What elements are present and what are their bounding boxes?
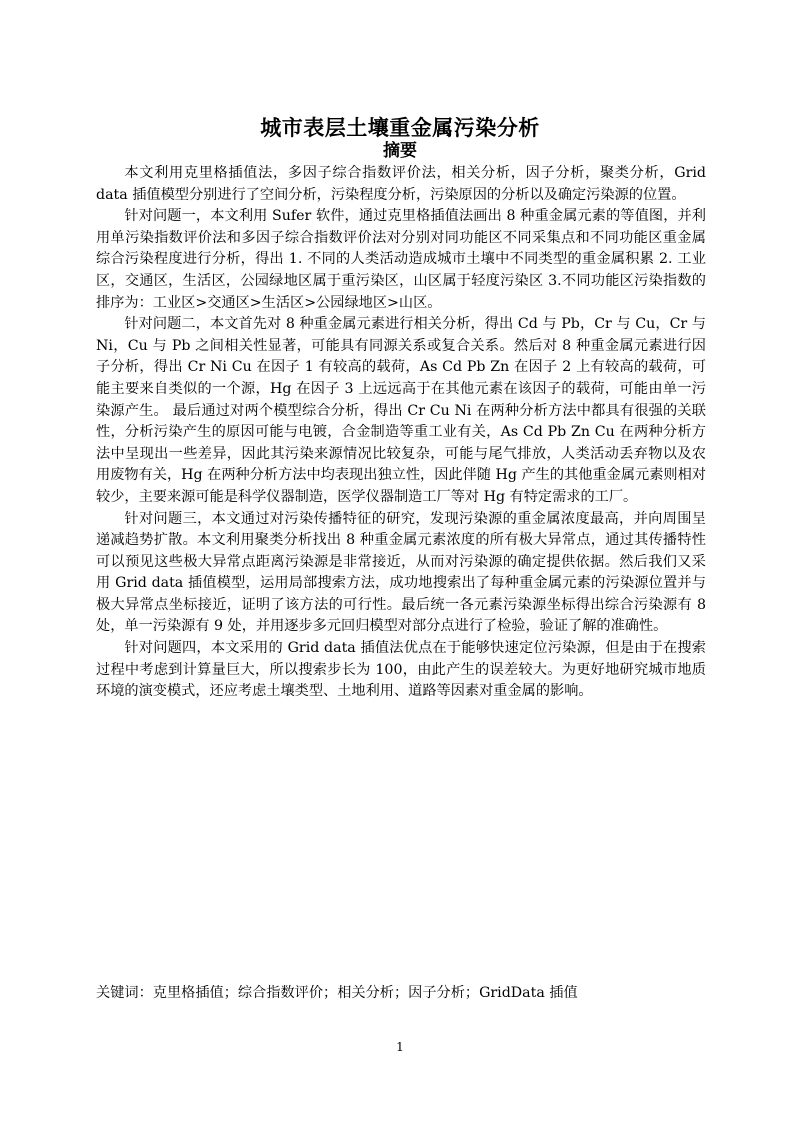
page-number: 1 — [396, 1040, 404, 1054]
abstract-heading: 摘要 — [383, 141, 417, 161]
keywords-line: 关键词：克里格插值；综合指数评价；相关分析；因子分析；GridData 插值 — [96, 985, 578, 1001]
abstract-paragraph: 针对问题四，本文采用的 Grid data 插值法优点在于能够快速定位污染源，但是由于在搜索过程中考虑到计算量巨大，所以搜索步长为 100，由此产生的误差较大。为更好地研究城市地质环境的演变模式，还应考虑土壤类型、土地利用、道路等因素对重金属的影响。 — [96, 640, 706, 700]
abstract-paragraph: 本文利用克里格插值法，多因子综合指数评价法，相关分析，因子分析，聚类分析，Grid data 插值模型分别进行了空间分析，污染程度分析，污染原因的分析以及确定污染源的位置。 — [96, 165, 706, 203]
abstract-paragraph: 针对问题一，本文利用 Sufer 软件，通过克里格插值法画出 8 种重金属元素的等值图，并利用单污染指数评价法和多因子综合指数评价法对分别对同功能区不同采集点和不同功能区重金属综合污染程度进行分析，得出 1. 不同的人类活动造成城市土壤中不同类型的重金属积累 2. 工业区，交通区，生活区，公园绿地区属于重污染区，山区属于轻度污染区 3.不同功能区污染指数的排序为：工业区>交通区>生活区>公园绿地区>山区。 — [96, 208, 706, 311]
paper-title: 城市表层土壤重金属污染分析 — [260, 116, 540, 140]
abstract-body — [96, 163, 706, 703]
abstract-paragraph: 针对问题二，本文首先对 8 种重金属元素进行相关分析，得出 Cd 与 Pb，Cr 与 Cu，Cr 与 Ni，Cu 与 Pb 之间相关性显著，可能具有同源关系或复合关系。然后对 8 种重金属元素进行因子分析，得出 Cr Ni Cu 在因子 1 有较高的载荷，As Cd Pb Zn 在因子 2 上有较高的载荷，可能主要来自类似的一个源，Hg 在因子 3 上远远高于在其他元素在该因子的载荷，可能由单一污染源产生。 最后通过对两个模型综合分析，得出 Cr Cu Ni 在两种分析方法中都具有很强的关联性，分析污染产生的原因可能与电镀，合金制造等重工业有关，As Cd Pb Zn Cu 在两种分析方法中呈现出一些差异，因此其污染来源情况比较复杂，可能与尾气排放，人类活动丢弃物以及农用废物有关，Hg 在两种分析方法中均表现出独立性，因此伴随 Hg 产生的其他重金属元素则相对较少，主要来源可能是科学仪器制造，医学仪器制造工厂等对 Hg 有特定需求的工厂。 — [96, 316, 706, 505]
abstract-paragraph: 针对问题三，本文通过对污染传播特征的研究，发现污染源的重金属浓度最高，并向周围呈递减趋势扩散。本文利用聚类分析找出 8 种重金属元素浓度的所有极大异常点，通过其传播特性可以预见这些极大异常点距离污染源是非常接近，从而对污染源的确定提供依据。然后我们又采用 Grid data 插值模型，运用局部搜索方法，成功地搜索出了每种重金属元素的污染源位置并与极大异常点坐标接近，证明了该方法的可行性。最后统一各元素污染源坐标得出综合污染源有 8 处，单一污染源有 9 处，并用逐步多元回归模型对部分点进行了检验，验证了解的准确性。 — [96, 510, 706, 635]
